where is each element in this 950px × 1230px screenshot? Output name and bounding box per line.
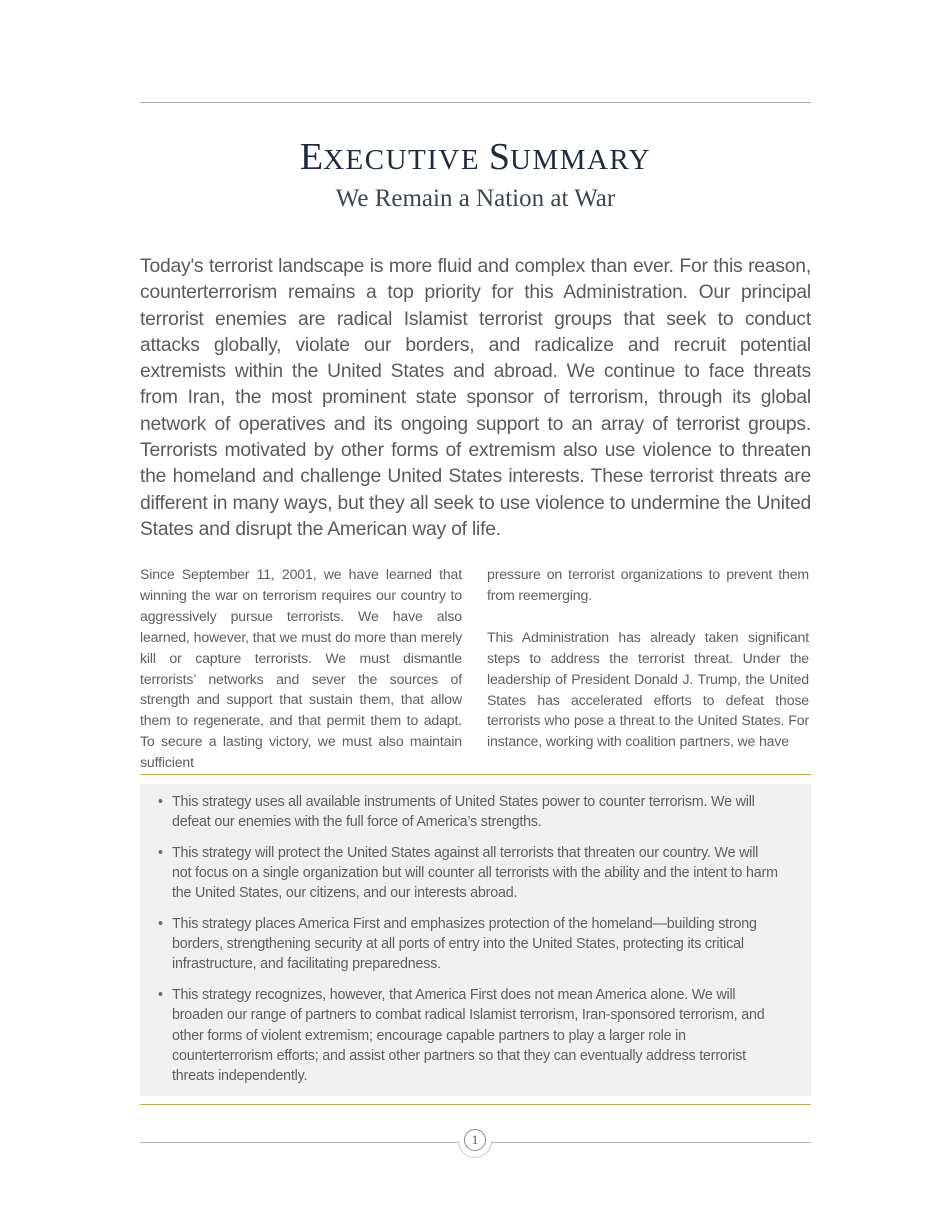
title-initial-1: E (299, 136, 324, 178)
key-point-item (158, 914, 781, 975)
bullet-icon: • (158, 987, 163, 1004)
bullet-icon: • (158, 844, 163, 861)
key-point-item (158, 792, 781, 832)
key-point-item (158, 985, 781, 1086)
title-initial-2: S (488, 136, 510, 178)
key-points-box (140, 784, 811, 1096)
footer-rule-right (492, 1142, 811, 1143)
key-point-text: This strategy uses all available instruments of United States power to counter terrorism. We will defeat our enemies with the full force of America’s strengths. (172, 794, 755, 831)
key-point-text: This strategy recognizes, however, that America First does not mean America alone. We will broaden our range of partners to combat radical Islamist terrorism, Iran-sponsored terrorism, and other forms of violent extremism; encourage capable partners to play a larger role in counterterrorism efforts; and assist other partners so that they can eventually address terrorist threats independently. (172, 987, 765, 1084)
gold-divider-bottom (140, 1104, 811, 1105)
intro-paragraph: Today's terrorist landscape is more fluid and complex than ever. For this reason, counterterrorism remains a top priority for this Administration. Our principal terrorist enemies are radical Islamist terrorist groups that seek to conduct attacks globally, violate our borders, and radicalize and recruit potential extremists within the United States and abroad. We continue to face threats from Iran, the most prominent state sponsor of terrorism, through its global network of operatives and its ongoing support to an array of terrorist groups. Terrorists motivated by other forms of extremism also use violence to threaten the homeland and challenge United States interests. These terrorist threats are different in many ways, but they all seek to use violence to undermine the United States and disrupt the American way of life. (140, 256, 811, 540)
right-column-paragraph-1: pressure on terrorist organizations to prevent them from reemerging. (487, 566, 809, 603)
key-point-item (158, 843, 781, 904)
page-subtitle: We Remain a Nation at War (335, 185, 616, 212)
key-point-text: This strategy places America First and emphasizes protection of the homeland—building strong borders, strengthening security at all ports of entry into the United States, protecting its critical infrastructure, and facilitating preparedness. (172, 916, 757, 973)
left-column (140, 564, 462, 773)
page-title (140, 138, 811, 176)
key-point-text: This strategy will protect the United States against all terrorists that threaten our country. We will not focus on a single organization but will counter all terrorists with the ability and the intent to harm the United States, our citizens, and our interests abroad. (172, 844, 778, 902)
right-column (487, 564, 809, 773)
right-column-paragraph-2: This Administration has already taken significant steps to address the terrorist threat. Under the leadership of President Donald J. Trump, the United States has accelerated efforts to defeat those terrorists who pose a threat to the United States. For instance, working with coalition partners, we have (487, 628, 809, 750)
footer-rule-left (140, 1142, 458, 1143)
key-points-list (140, 784, 811, 1086)
bullet-icon: • (158, 916, 163, 933)
bullet-icon: • (158, 794, 163, 810)
page-number: 1 (464, 1129, 486, 1151)
title-part-1: XECUTIVE (323, 144, 489, 176)
title-part-2: UMMARY (509, 144, 652, 176)
gold-divider-top (140, 774, 811, 775)
left-column-paragraph: Since September 11, 2001, we have learned that winning the war on terrorism requires our country to aggressively pursue terrorists. We have also learned, however, that we must do more than merely kill or capture terrorists. We must dismantle terrorists’ networks and sever the sources of strength and support that sustain them, that allow them to regenerate, and that permit them to adapt. To secure a lasting victory, we must also maintain sufficient (140, 566, 462, 771)
top-divider (140, 102, 811, 103)
